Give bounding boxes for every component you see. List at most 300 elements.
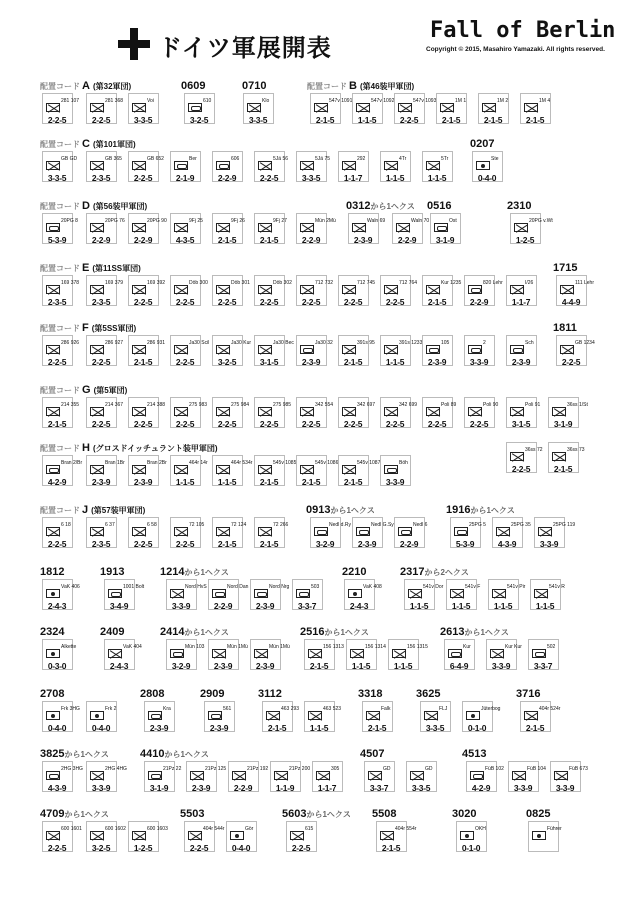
- unit-id: VaK 404: [123, 644, 142, 650]
- unit-strength: 2-2-9: [397, 235, 417, 245]
- setup-code: 1916: [446, 504, 471, 516]
- unit-counter: [486, 639, 522, 671]
- unit-counter: [344, 579, 382, 611]
- unit-strength: 2-3-9: [133, 477, 153, 487]
- unit-strength: 2-1-5: [133, 357, 153, 367]
- unit-strength: 2-1-5: [267, 723, 287, 733]
- setup-label: [40, 322, 136, 334]
- unit-id: 464r 534r: [231, 460, 253, 466]
- unit-id: 541v R: [549, 584, 565, 590]
- unit-counter: [212, 455, 253, 487]
- unit-counter: [170, 151, 201, 182]
- unit-counter: [296, 397, 334, 429]
- unit-strength: 1-1-5: [409, 601, 429, 611]
- infantry-symbol-icon: [90, 771, 104, 780]
- unit-id: Jüterbog: [481, 706, 501, 712]
- armor-symbol-icon: [296, 589, 310, 598]
- setup-label: [516, 688, 540, 700]
- setup-code: 3318: [358, 688, 383, 700]
- unit-strength: 2-3-9: [255, 601, 275, 611]
- unit-counter: [420, 701, 451, 732]
- setup-code: A: [82, 80, 90, 92]
- unit-strength: 2-3-9: [191, 783, 211, 793]
- unit-id: 20PG v.Wt: [529, 218, 553, 224]
- setup-code: 3020: [452, 808, 477, 820]
- unit-strength: 2-3-9: [301, 357, 321, 367]
- unit-strength: 2-2-5: [343, 419, 363, 429]
- header: [0, 0, 638, 78]
- unit-counter: [388, 639, 428, 671]
- unit-counter: [42, 93, 80, 125]
- unit-id: 20PG 90: [147, 218, 167, 224]
- unit-counter: [338, 151, 369, 182]
- unit-counter: [380, 455, 411, 486]
- unit-counter: [506, 397, 541, 429]
- unit-id: 342 699: [399, 402, 418, 408]
- unit-counter: [128, 213, 167, 245]
- unit-strength: 2-1-9: [175, 173, 195, 183]
- unit-id: 169 379: [105, 280, 124, 286]
- unit-id: 36ss 72: [525, 447, 543, 453]
- copyright: Copyright © 2015, Masahiro Yamazaki. All rights reserved.: [426, 46, 605, 53]
- unit-counter: [42, 701, 80, 733]
- unit-id: Nedl 6: [413, 522, 428, 528]
- unit-strength: 3-3-5: [301, 173, 321, 183]
- setup-code: 0825: [526, 808, 551, 820]
- unit-strength: 3-3-9: [539, 539, 559, 549]
- infantry-symbol-icon: [534, 589, 548, 598]
- setup-label: [181, 80, 205, 92]
- setup-code: 0207: [470, 138, 495, 150]
- unit-id: Ja30 Bec: [273, 340, 294, 346]
- unit-counter: [364, 761, 395, 792]
- infantry-symbol-icon: [190, 771, 204, 780]
- infantry-symbol-icon: [258, 465, 272, 474]
- infantry-symbol-icon: [356, 103, 370, 112]
- unit-counter: [296, 335, 333, 367]
- unit-counter: [296, 455, 339, 487]
- setup-code-prefix: 配置コード: [40, 140, 80, 149]
- infantry-symbol-icon: [552, 407, 566, 416]
- unit-strength: 2-3-9: [353, 235, 373, 245]
- setup-code-prefix: 配置コード: [40, 386, 80, 395]
- unit-counter: [380, 335, 423, 367]
- unit-strength: 2-2-5: [301, 419, 321, 429]
- unit-counter: [128, 335, 166, 367]
- unit-counter: [166, 579, 207, 611]
- unit-strength: 2-2-5: [291, 843, 311, 853]
- unit-strength: 2-1-5: [553, 464, 573, 474]
- infantry-symbol-icon: [132, 345, 146, 354]
- setup-label: [360, 748, 384, 760]
- unit-id: 6 37: [105, 522, 115, 528]
- unit-id: 169 392: [147, 280, 166, 286]
- unit-strength: 3-3-9: [513, 783, 533, 793]
- game-title: Fall of Berlin: [430, 18, 616, 43]
- unit-strength: 3-1-5: [259, 357, 279, 367]
- setup-label: [358, 688, 382, 700]
- unit-id: Ja30 32: [315, 340, 333, 346]
- infantry-symbol-icon: [552, 452, 566, 461]
- setup-label: [416, 688, 440, 700]
- unit-strength: 2-2-5: [133, 419, 153, 429]
- infantry-symbol-icon: [308, 649, 322, 658]
- setup-code: G: [82, 384, 91, 396]
- corps-name: (グロスドイッチュラント装甲軍団): [92, 444, 218, 453]
- unit-strength: 2-2-5: [385, 419, 405, 429]
- infantry-symbol-icon: [132, 103, 146, 112]
- setup-label: [242, 80, 266, 92]
- unit-counter: [170, 335, 210, 367]
- unit-id: 502: [547, 644, 556, 650]
- unit-id: 281 107: [61, 98, 80, 104]
- infantry-symbol-icon: [450, 589, 464, 598]
- infantry-symbol-icon: [258, 161, 272, 170]
- unit-strength: 2-1-5: [259, 235, 279, 245]
- armor-symbol-icon: [356, 527, 370, 536]
- armor-symbol-icon: [216, 161, 230, 170]
- hex-range: から1ヘクス: [184, 628, 229, 637]
- unit-id: 600 1603: [147, 826, 168, 832]
- hex-range: から1ヘクス: [306, 810, 351, 819]
- infantry-symbol-icon: [496, 527, 510, 536]
- armor-symbol-icon: [46, 771, 60, 780]
- setup-label: [526, 808, 550, 820]
- unit-strength: 2-3-5: [91, 297, 111, 307]
- unit-id: VaK 408: [363, 584, 382, 590]
- unit-id: 286 927: [105, 340, 124, 346]
- unit-strength: 4-4-9: [561, 297, 581, 307]
- unit-strength: 0-4-0: [477, 173, 497, 183]
- unit-counter: [528, 639, 559, 670]
- unit-id: 5Jä 56: [273, 156, 289, 162]
- unit-strength: 1-1-5: [535, 601, 555, 611]
- armor-symbol-icon: [314, 527, 328, 536]
- unit-id: VaK 406: [61, 584, 80, 590]
- infantry-symbol-icon: [46, 103, 60, 112]
- unit-counter: [310, 93, 353, 125]
- unit-strength: 2-1-5: [367, 723, 387, 733]
- infantry-symbol-icon: [132, 407, 146, 416]
- unit-id: 1M 1: [455, 98, 467, 104]
- infantry-symbol-icon: [132, 223, 146, 232]
- unit-strength: 4-2-9: [471, 783, 491, 793]
- unit-id: 2: [483, 340, 486, 346]
- setup-label: [40, 808, 109, 820]
- unit-strength: 2-2-5: [175, 539, 195, 549]
- unit-counter: [548, 397, 588, 429]
- setup-label: [40, 80, 131, 92]
- infantry-symbol-icon: [254, 649, 268, 658]
- unit-strength: 3-3-9: [491, 661, 511, 671]
- unit-strength: 2-2-9: [133, 235, 153, 245]
- unit-counter: [212, 517, 247, 549]
- infantry-symbol-icon: [408, 589, 422, 598]
- setup-code: F: [82, 322, 89, 334]
- infantry-symbol-icon: [410, 771, 424, 780]
- unit-counter: [312, 761, 343, 792]
- setup-label: [40, 748, 109, 760]
- unit-counter: [86, 397, 124, 429]
- setup-code: 2317: [400, 566, 425, 578]
- infantry-symbol-icon: [212, 649, 226, 658]
- unit-id: Führer: [547, 826, 562, 832]
- unit-strength: 0-1-0: [461, 843, 481, 853]
- unit-counter: [170, 275, 208, 307]
- corps-name: (第57装甲軍団): [91, 506, 146, 515]
- setup-label: [40, 138, 136, 150]
- unit-counter: [128, 455, 167, 487]
- infantry-symbol-icon: [108, 649, 122, 658]
- unit-strength: 2-1-5: [259, 539, 279, 549]
- unit-strength: 2-3-9: [209, 723, 229, 733]
- unit-counter: [42, 213, 78, 245]
- unit-id: 169 378: [61, 280, 80, 286]
- unit-strength: 3-3-5: [133, 115, 153, 125]
- iron-cross-icon: [118, 28, 150, 60]
- unit-strength: 2-1-5: [343, 357, 363, 367]
- unit-strength: 2-1-5: [441, 115, 461, 125]
- unit-id: 275 985: [273, 402, 292, 408]
- unit-strength: 3-2-5: [217, 357, 237, 367]
- unit-strength: 1-2-5: [133, 843, 153, 853]
- setup-code: 2414: [160, 626, 185, 638]
- unit-id: 1M 4: [539, 98, 551, 104]
- infantry-symbol-icon: [216, 345, 230, 354]
- unit-counter: [170, 455, 208, 487]
- unit-id: 391s 95: [357, 340, 375, 346]
- unit-counter: [86, 93, 124, 125]
- setup-code-prefix: 配置コード: [40, 202, 80, 211]
- unit-strength: 3-3-7: [533, 661, 553, 671]
- unit-strength: 2-2-5: [91, 357, 111, 367]
- setup-label: [427, 200, 451, 212]
- unit-id: 36ss 1/St: [567, 402, 588, 408]
- infantry-symbol-icon: [216, 285, 230, 294]
- infantry-symbol-icon: [232, 771, 246, 780]
- unit-id: Waln 70: [411, 218, 430, 224]
- setup-code: E: [82, 262, 90, 274]
- armor-symbol-icon: [470, 771, 484, 780]
- setup-label: [300, 626, 369, 638]
- unit-id: 615: [305, 826, 314, 832]
- unit-strength: 2-2-9: [233, 783, 253, 793]
- unit-id: Bran 2Br: [147, 460, 167, 466]
- unit-counter: [430, 213, 461, 244]
- corps-name: (第5軍団): [93, 386, 128, 395]
- setup-code: 1715: [553, 262, 578, 274]
- setup-label: [40, 504, 145, 516]
- setup-label: [258, 688, 282, 700]
- unit-counter: [508, 761, 546, 793]
- unit-id: 214 388: [147, 402, 166, 408]
- armor-symbol-icon: [108, 589, 122, 598]
- unit-counter: [338, 275, 376, 307]
- unit-strength: 3-3-9: [469, 357, 489, 367]
- unit-strength: 2-1-5: [525, 723, 545, 733]
- armor-symbol-icon: [384, 465, 398, 474]
- unit-counter: [406, 761, 437, 792]
- unit-id: 9Fj 25: [189, 218, 203, 224]
- infantry-symbol-icon: [510, 285, 524, 294]
- setup-label: [306, 504, 375, 516]
- unit-strength: 1-1-5: [385, 173, 405, 183]
- infantry-symbol-icon: [90, 831, 104, 840]
- unit-counter: [380, 275, 418, 307]
- unit-strength: 2-2-5: [47, 539, 67, 549]
- unit-counter: [128, 397, 166, 429]
- infantry-symbol-icon: [46, 407, 60, 416]
- unit-strength: 2-2-5: [217, 297, 237, 307]
- unit-counter: [380, 151, 411, 182]
- unit-strength: 4-3-5: [175, 235, 195, 245]
- infantry-symbol-icon: [514, 223, 528, 232]
- corps-name: (第56装甲軍団): [92, 202, 148, 211]
- unit-counter: [204, 701, 235, 732]
- unit-id: FLJ: [439, 706, 448, 712]
- infantry-symbol-icon: [132, 527, 146, 536]
- unit-strength: 2-2-5: [47, 357, 67, 367]
- unit-counter: [338, 335, 375, 367]
- unit-counter: [510, 213, 553, 245]
- unit-id: 6 18: [61, 522, 71, 528]
- unit-id: 214 367: [105, 402, 124, 408]
- unit-strength: 3-1-9: [149, 783, 169, 793]
- unit-id: 21Pz 22: [163, 766, 182, 772]
- unit-strength: 2-2-9: [217, 173, 237, 183]
- infantry-symbol-icon: [384, 285, 398, 294]
- unit-strength: 0-4-0: [231, 843, 251, 853]
- infantry-symbol-icon: [524, 711, 538, 720]
- infantry-symbol-icon: [90, 407, 104, 416]
- unit-id: Ja30 Kur: [231, 340, 252, 346]
- armor-symbol-icon: [254, 589, 268, 598]
- unit-id: Kur 1235: [441, 280, 462, 286]
- unit-strength: 0-4-0: [91, 723, 111, 733]
- unit-id: 820 Lehr: [483, 280, 503, 286]
- unit-id: 463 523: [323, 706, 342, 712]
- unit-counter: [352, 93, 395, 125]
- corps-name: (第32軍団): [92, 82, 132, 91]
- infantry-symbol-icon: [554, 771, 568, 780]
- unit-id: 606: [231, 156, 240, 162]
- infantry-symbol-icon: [560, 345, 574, 354]
- setup-code: 1214: [160, 566, 185, 578]
- setup-label: [40, 384, 127, 396]
- hex-range: から1ヘクス: [64, 810, 109, 819]
- unit-strength: 1-1-5: [351, 661, 371, 671]
- infantry-symbol-icon: [398, 103, 412, 112]
- unit-counter: [422, 151, 453, 182]
- unit-id: 547v 1093: [413, 98, 437, 104]
- hq-symbol-icon: [460, 831, 474, 840]
- infantry-symbol-icon: [380, 831, 394, 840]
- armor-symbol-icon: [174, 161, 188, 170]
- unit-id: 545v 1085: [273, 460, 297, 466]
- armor-symbol-icon: [148, 771, 162, 780]
- setup-label: [40, 626, 64, 638]
- unit-counter: [478, 93, 509, 124]
- unit-id: Frk 3HG: [61, 706, 80, 712]
- unit-id: Poli 90: [483, 402, 499, 408]
- hex-range: から1ヘクス: [330, 506, 375, 515]
- infantry-symbol-icon: [90, 161, 104, 170]
- unit-id: Frk 2: [105, 706, 117, 712]
- setup-label: [400, 566, 469, 578]
- unit-strength: 2-2-9: [469, 297, 489, 307]
- infantry-symbol-icon: [468, 407, 482, 416]
- unit-id: FüB 104: [527, 766, 546, 772]
- setup-code: 0913: [306, 504, 331, 516]
- armor-symbol-icon: [170, 649, 184, 658]
- setup-label: [470, 138, 494, 150]
- infantry-symbol-icon: [216, 465, 230, 474]
- infantry-symbol-icon: [426, 407, 440, 416]
- hq-symbol-icon: [46, 589, 60, 598]
- unit-id: GB 365: [105, 156, 122, 162]
- hex-range: から1ヘクス: [64, 750, 109, 759]
- unit-strength: 1-2-5: [515, 235, 535, 245]
- unit-counter: [42, 761, 83, 793]
- unit-counter: [394, 517, 428, 549]
- unit-strength: 3-3-9: [91, 783, 111, 793]
- unit-strength: 1-1-5: [393, 661, 413, 671]
- infantry-symbol-icon: [512, 771, 526, 780]
- unit-id: Döb 301: [231, 280, 250, 286]
- armor-symbol-icon: [426, 345, 440, 354]
- infantry-symbol-icon: [266, 711, 280, 720]
- unit-counter: [212, 397, 250, 429]
- unit-counter: [166, 639, 205, 671]
- unit-strength: 1-1-5: [451, 601, 471, 611]
- unit-counter: [254, 397, 292, 429]
- unit-counter: [42, 275, 80, 307]
- unit-strength: 1-1-5: [493, 601, 513, 611]
- armor-symbol-icon: [510, 345, 524, 354]
- unit-counter: [212, 151, 243, 182]
- hq-symbol-icon: [476, 161, 490, 170]
- armor-symbol-icon: [434, 223, 448, 232]
- unit-id: 547v 1092: [371, 98, 395, 104]
- unit-strength: 2-1-5: [343, 477, 363, 487]
- unit-counter: [528, 821, 562, 852]
- page-title-jp: ドイツ軍展開表: [158, 34, 332, 62]
- unit-id: 464r 14r: [189, 460, 208, 466]
- unit-counter: [472, 151, 503, 182]
- infantry-symbol-icon: [308, 711, 322, 720]
- unit-strength: 2-1-5: [381, 843, 401, 853]
- infantry-symbol-icon: [46, 527, 60, 536]
- unit-strength: 2-2-5: [385, 297, 405, 307]
- unit-strength: 3-3-5: [248, 115, 268, 125]
- armor-symbol-icon: [46, 223, 60, 232]
- unit-strength: 1-1-7: [511, 297, 531, 307]
- unit-id: 2HG 4HG: [105, 766, 127, 772]
- unit-strength: 1-1-5: [175, 477, 195, 487]
- armor-symbol-icon: [532, 649, 546, 658]
- setup-label: [160, 566, 229, 578]
- infantry-symbol-icon: [342, 285, 356, 294]
- setup-code: D: [82, 200, 90, 212]
- unit-id: Nord HvS: [185, 584, 207, 590]
- hq-symbol-icon: [46, 649, 60, 658]
- unit-counter: [346, 639, 386, 671]
- unit-strength: 2-2-5: [47, 115, 67, 125]
- infantry-symbol-icon: [258, 345, 272, 354]
- hex-range: から1ヘクス: [184, 568, 229, 577]
- unit-id: 305: [331, 766, 340, 772]
- unit-counter: [128, 517, 159, 548]
